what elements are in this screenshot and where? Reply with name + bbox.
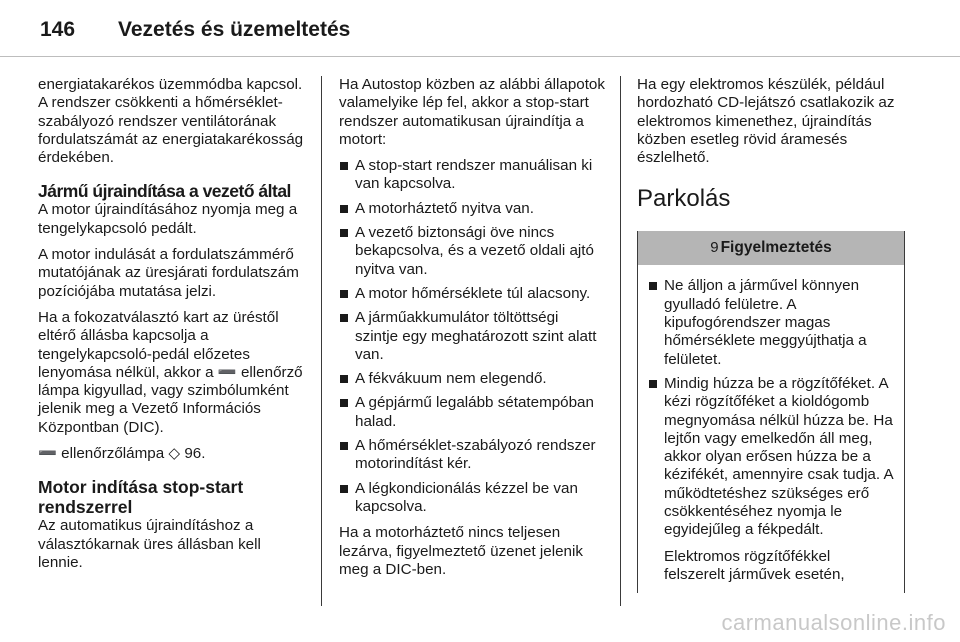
warning-list <box>648 277 894 539</box>
list-item: A vezető biztonsági öve nincs bekapcsolva, és a vezető oldali ajtó nyitva van. <box>339 224 605 279</box>
paragraph: Ha a fokozatválasztó kart az üréstől eltérő állásba kapcsolja a tengelykapcsoló-pedál előzetes lenyomása nélkül, akkor a ➖ ellenőrző lámpa kigyullad, vagy szimbólumként jelenik meg a Vezető Információs Központban (DIC). <box>38 308 303 436</box>
list-item: A gépjármű legalább sétatempóban halad. <box>339 394 605 431</box>
column-divider-1 <box>321 76 322 606</box>
watermark: carmanualsonline.info <box>721 610 946 635</box>
paragraph: A motor indulását a fordulatszámmérő mutatójának az üresjárati fordulatszám pozíciójába mutatása jelzi. <box>38 246 299 300</box>
warning-triangle-icon: 9 <box>710 239 719 257</box>
bullet-icon <box>340 399 348 407</box>
warning-title: Figyelmeztetés <box>720 239 832 257</box>
paragraph: A motor újraindításához nyomja meg a tengelykapcsoló pedált. <box>38 201 298 237</box>
bullet-icon <box>340 485 348 493</box>
page-number: 146 <box>40 18 76 41</box>
bullet-icon <box>340 229 348 237</box>
bullet-icon <box>340 442 348 450</box>
bullet-icon <box>340 375 348 383</box>
page-reference-link[interactable]: 96. <box>184 445 206 463</box>
list-item: Ne álljon a járművel könnyen gyulladó felületre. A kipufogórendszer magas hőmérséklete meggyújthatja a felületet. <box>648 277 894 368</box>
list-item: Mindig húzza be a rögzítőféket. A kézi rögzítőféket a kioldógomb megnyomása nélkül húzza be. Ha lejtőn vagy emelkedőn áll meg, akkor olyan erősen húzza be a kézifékét, amennyire csak tudja. A működtetéshez szükséges erő csökkentéséhez nyomja le egyidejűleg a fékpedált. <box>648 375 894 540</box>
paragraph: energiatakarékos üzemmódba kapcsol. A rendszer csökkenti a hőmérséklet-szabályozó rendszer ventilátorának fordulatszámát az energiatakarékosság érdekében. <box>38 76 304 167</box>
bullet-icon <box>340 290 348 298</box>
list-item: A motor hőmérséklete túl alacsony. <box>339 285 605 303</box>
bullet-icon <box>340 205 348 213</box>
section-heading-parking: Parkolás <box>637 185 731 213</box>
paragraph: Ha egy elektromos készülék, például hordozható CD-lejátszó csatlakozik az elektromos kimenethez, újraindítás közben esetleg rövid áramesés észlelhető. <box>637 76 895 167</box>
page-title: Vezetés és üzemeltetés <box>118 18 351 41</box>
paragraph: Ha a motorháztető nincs teljesen lezárva, figyelmeztető üzenet jelenik meg a DIC-ben. <box>339 524 583 578</box>
list-item: A hőmérséklet-szabályozó rendszer motorindítást kér. <box>339 437 605 474</box>
warning-body <box>638 265 904 584</box>
bullet-icon <box>340 162 348 170</box>
reference-arrow-icon: ◇ <box>168 445 181 463</box>
list-item: A motorháztető nyitva van. <box>339 200 605 218</box>
list-item: A járműakkumulátor töltöttségi szintje egy meghatározott szint alatt van. <box>339 309 605 364</box>
page-header <box>0 0 960 56</box>
header-rule <box>0 56 960 57</box>
paragraph: Az automatikus újraindításhoz a választókarnak üres állásban kell lennie. <box>38 517 261 571</box>
paragraph: Elektromos rögzítőfékkel felszerelt járművek esetén, <box>664 547 845 583</box>
column-divider-2 <box>620 76 621 606</box>
bullet-icon <box>649 282 657 290</box>
car-wrench-icon: ➖ <box>217 363 237 381</box>
bullet-icon <box>649 380 657 388</box>
list-item: A fékvákuum nem elegendő. <box>339 370 605 388</box>
warning-header <box>638 231 904 265</box>
car-wrench-icon: ➖ <box>38 445 57 463</box>
column-1 <box>38 76 308 580</box>
column-2 <box>339 76 605 587</box>
warning-box <box>637 231 905 593</box>
paragraph: Ha Autostop közben az alábbi állapotok valamelyike lép fel, akkor a stop-start rendszer automatikusan újraindítja a motort: <box>339 76 605 148</box>
paragraph-reference: ➖ ellenőrzőlámpa ◇ 96. <box>38 445 206 463</box>
column-3 <box>637 76 905 593</box>
restart-conditions-list <box>339 157 605 516</box>
section-heading-restart: Jármű újraindítása a vezető által <box>38 181 291 202</box>
list-item: A stop-start rendszer manuálisan ki van kapcsolva. <box>339 157 605 194</box>
list-item: A légkondicionálás kézzel be van kapcsolva. <box>339 480 605 517</box>
section-heading-stop-start: Motor indítása stop-start rendszerrel <box>38 477 244 518</box>
bullet-icon <box>340 314 348 322</box>
